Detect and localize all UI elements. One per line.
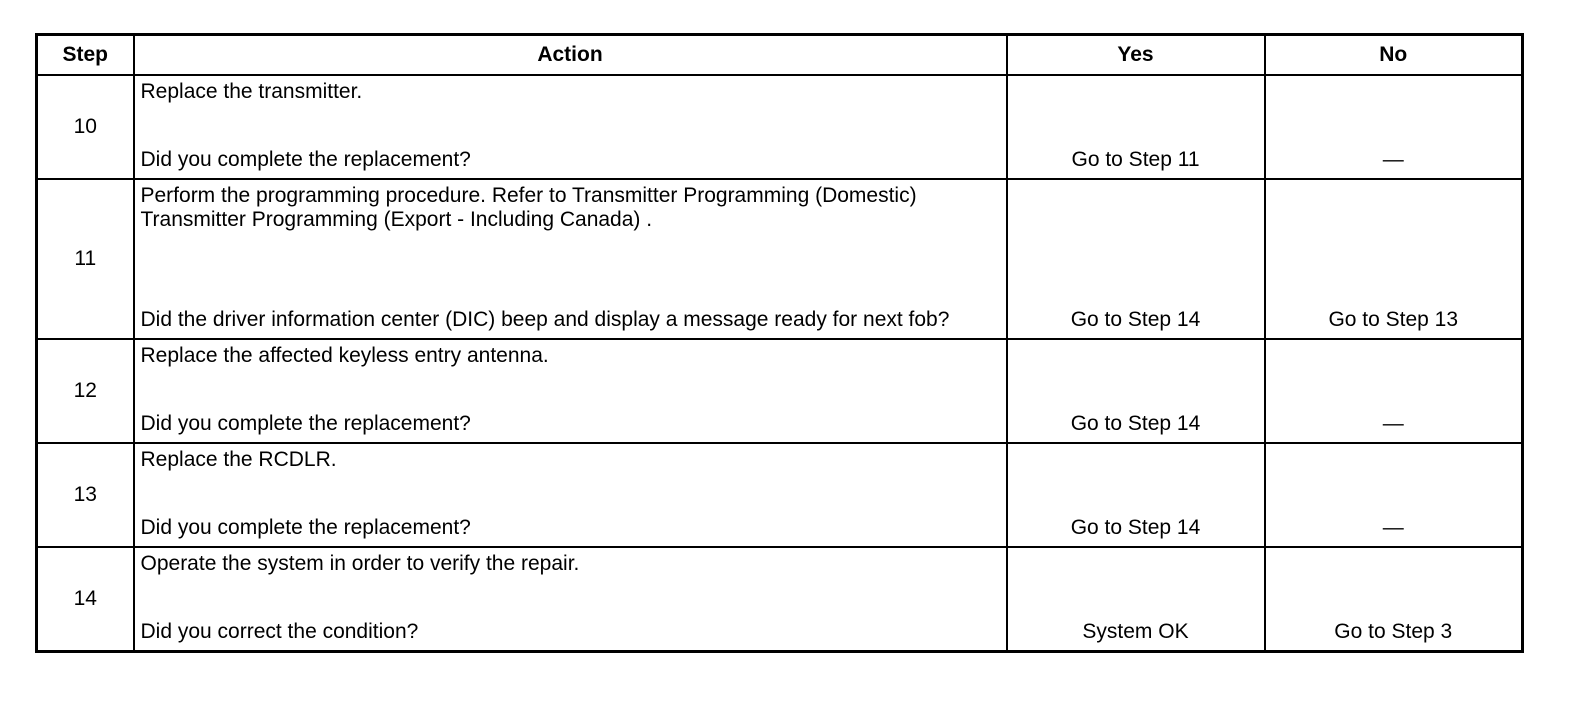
table-row <box>37 339 1523 443</box>
table-row <box>37 443 1523 547</box>
table-row <box>37 75 1523 179</box>
action-cell <box>134 179 1007 339</box>
action-instruction: Replace the RCDLR. <box>140 448 337 471</box>
step-number: 13 <box>37 443 134 547</box>
action-instruction: Replace the affected keyless entry antenna. <box>140 344 549 367</box>
action-instruction: Operate the system in order to verify the repair. <box>140 552 580 575</box>
table-row <box>37 547 1523 652</box>
table-row <box>37 179 1523 339</box>
no-result: — <box>1265 339 1523 443</box>
no-result: Go to Step 13 <box>1265 179 1523 339</box>
action-cell <box>134 547 1007 652</box>
action-question: Did the driver information center (DIC) beep and display a message ready for next fob? <box>140 308 950 331</box>
header-no: No <box>1265 35 1523 76</box>
action-cell <box>134 75 1007 179</box>
header-yes: Yes <box>1007 35 1265 76</box>
header-action: Action <box>134 35 1007 76</box>
step-number: 10 <box>37 75 134 179</box>
diagnostic-table <box>35 33 1524 653</box>
step-number: 14 <box>37 547 134 652</box>
action-question: Did you correct the condition? <box>140 620 419 643</box>
step-number: 11 <box>37 179 134 339</box>
action-cell <box>134 339 1007 443</box>
action-question: Did you complete the replacement? <box>140 516 471 539</box>
action-question: Did you complete the replacement? <box>140 412 471 435</box>
table-header <box>37 35 1523 76</box>
header-row <box>37 35 1523 76</box>
yes-result: System OK <box>1007 547 1265 652</box>
no-result: — <box>1265 443 1523 547</box>
yes-result: Go to Step 14 <box>1007 339 1265 443</box>
yes-result: Go to Step 14 <box>1007 179 1265 339</box>
step-number: 12 <box>37 339 134 443</box>
no-result: — <box>1265 75 1523 179</box>
action-instruction: Perform the programming procedure. Refer to Transmitter Programming (Domestic) Transmitter Programming (Export - Including Canada) . <box>140 184 917 231</box>
yes-result: Go to Step 14 <box>1007 443 1265 547</box>
action-instruction: Replace the transmitter. <box>140 80 363 103</box>
header-step: Step <box>37 35 134 76</box>
action-question: Did you complete the replacement? <box>140 148 471 171</box>
no-result: Go to Step 3 <box>1265 547 1523 652</box>
action-cell <box>134 443 1007 547</box>
yes-result: Go to Step 11 <box>1007 75 1265 179</box>
table-body <box>37 75 1523 652</box>
